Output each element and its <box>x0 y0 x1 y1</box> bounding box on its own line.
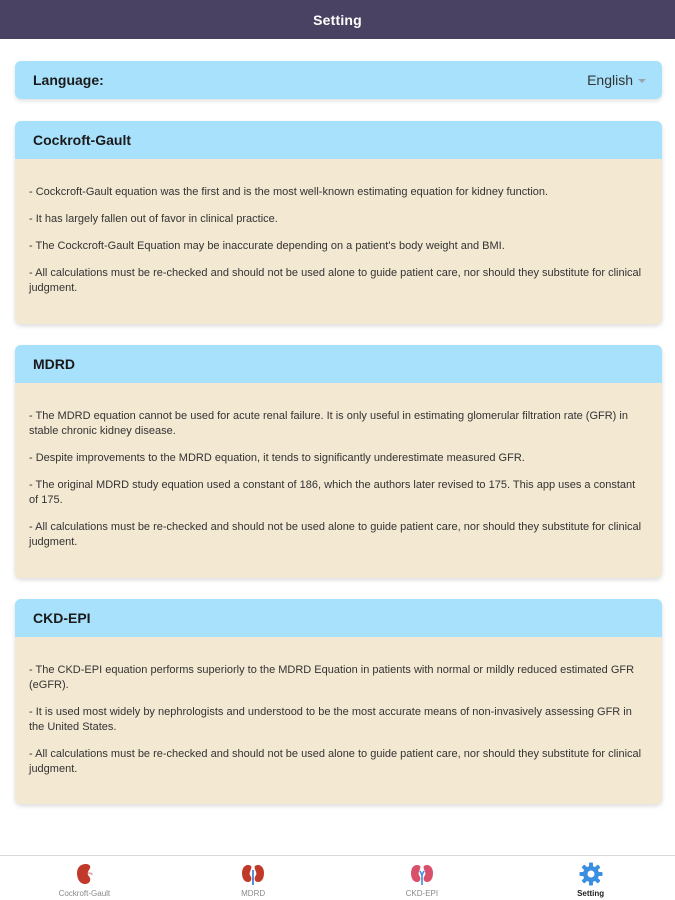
chevron-down-icon <box>638 79 646 83</box>
section-item: - Despite improvements to the MDRD equation, it tends to significantly underestimate measured GFR. <box>29 452 525 464</box>
gear-icon <box>578 861 604 887</box>
page-title: Setting <box>313 11 362 28</box>
tab-label: Cockroft-Gault <box>58 889 111 898</box>
kidney-icon <box>71 861 97 887</box>
section-item: - All calculations must be re-checked and should not be used alone to guide patient care, nor should they substitute for clinical judgment. <box>29 521 642 548</box>
section-item: - It is used most widely by nephrologists and understood to be the most accurate means of non-invasively assessing GFR in the United States. <box>29 706 632 733</box>
tab-ckd-epi[interactable] <box>338 856 507 900</box>
section-title: CKD-EPI <box>15 599 662 637</box>
language-label: Language: <box>33 72 104 88</box>
tab-label: MDRD <box>241 889 266 898</box>
section-item: - The Cockcroft-Gault Equation may be inaccurate depending on a patient's body weight and BMI. <box>29 240 505 252</box>
tab-mdrd[interactable] <box>169 856 338 900</box>
section-item: - Cockcroft-Gault equation was the first and is the most well-known estimating equation for kidney function. <box>29 186 549 198</box>
kidneys-blue-icon <box>409 861 435 887</box>
nav-bar <box>0 0 675 39</box>
section-item: - All calculations must be re-checked and should not be used alone to guide patient care, nor should they substitute for clinical judgment. <box>29 748 642 775</box>
section-card-mdrd <box>15 345 662 578</box>
kidneys-icon <box>240 861 266 887</box>
section-card-ckd-epi <box>15 599 662 804</box>
language-row <box>15 61 662 99</box>
tab-bar <box>0 855 675 900</box>
section-item: - The MDRD equation cannot be used for acute renal failure. It is only useful in estimating glomerular filtration rate (GFR) in stable chronic kidney disease. <box>29 410 628 437</box>
section-item: - All calculations must be re-checked and should not be used alone to guide patient care, nor should they substitute for clinical judgment. <box>29 267 642 294</box>
section-item: - It has largely fallen out of favor in clinical practice. <box>29 213 278 225</box>
tab-label: CKD-EPI <box>405 889 439 898</box>
section-card-cockroft-gault <box>15 121 662 324</box>
language-value: English <box>587 72 633 88</box>
language-select[interactable] <box>587 72 646 88</box>
tab-setting[interactable] <box>506 856 675 900</box>
section-title: Cockroft-Gault <box>15 121 662 159</box>
tab-label: Setting <box>577 889 605 898</box>
section-item: - The original MDRD study equation used a constant of 186, which the authors later revised to 175. This app uses a constant of 175. <box>29 479 636 506</box>
section-title: MDRD <box>15 345 662 383</box>
section-item: - The CKD-EPI equation performs superiorly to the MDRD Equation in patients with normal or mildly reduced estimated GFR (eGFR). <box>29 664 635 691</box>
tab-cockroft-gault[interactable] <box>0 856 169 900</box>
